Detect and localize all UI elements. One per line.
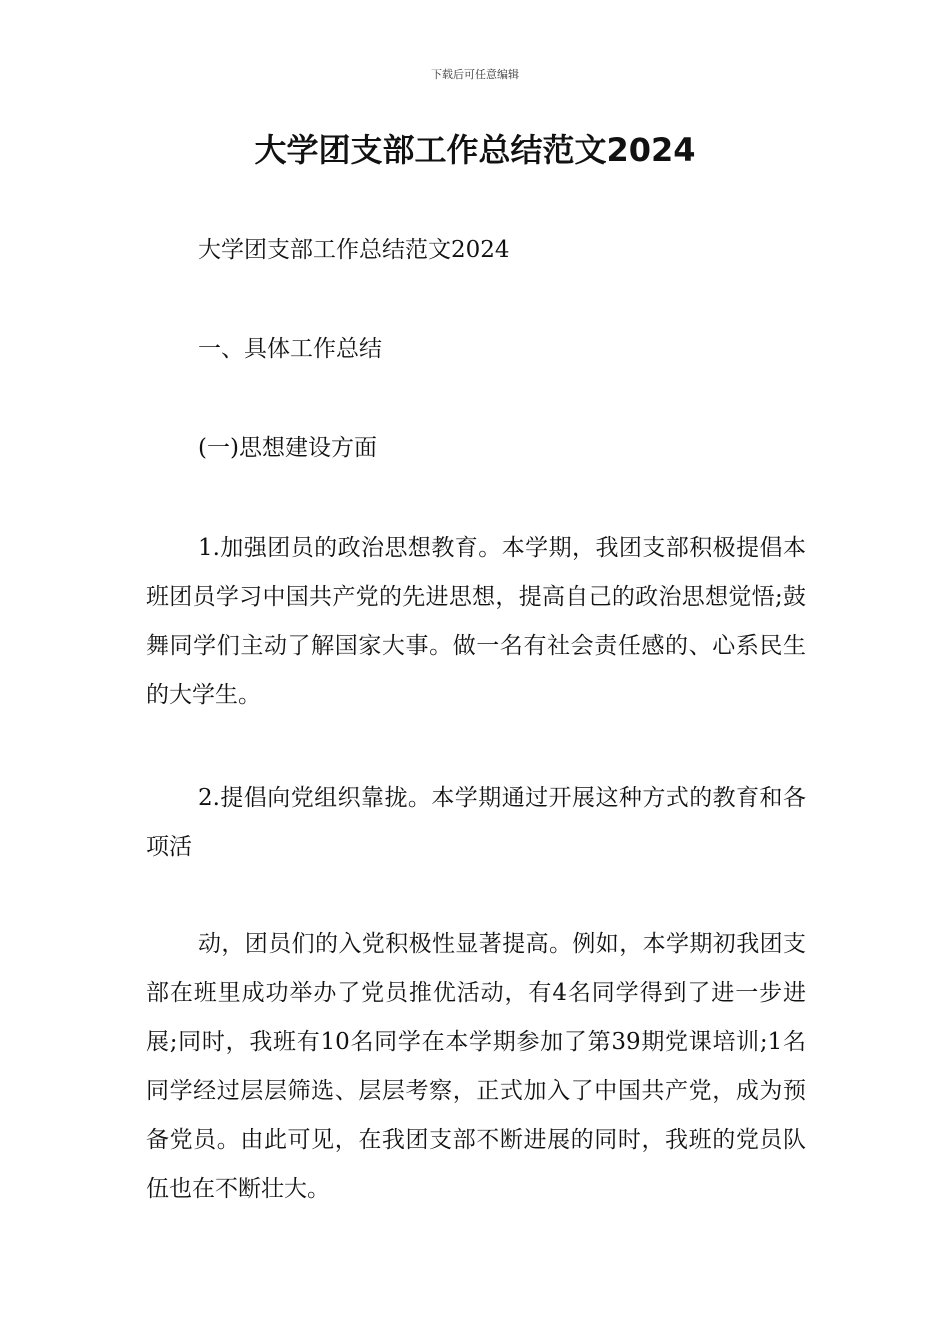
header-note: 下载后可任意编辑 xyxy=(431,68,519,81)
paragraph-2: 2.提倡向党组织靠拢。本学期通过开展这种方式的教育和各项活 xyxy=(146,785,806,860)
paragraph-3: 动，团员们的入党积极性显著提高。例如，本学期初我团支部在班里成功举办了党员推优活动，有4名同学得到了进一步进展;同时，我班有10名同学在本学期参加了第39期党课培训;1名同学经过层层筛选、层层考察，正式加入了中国共产党，成为预备党员。由此可见，在我团支部不断进展的同时，我班的党员队伍也在不断壮大。 xyxy=(146,931,806,1202)
document-title: 大学团支部工作总结范文2024 xyxy=(254,131,696,169)
subsection-heading: (一)思想建设方面 xyxy=(198,435,377,461)
subtitle-paragraph: 大学团支部工作总结范文2024 xyxy=(198,237,510,263)
section-heading: 一、具体工作总结 xyxy=(198,336,382,362)
paragraph-1: 1.加强团员的政治思想教育。本学期，我团支部积极提倡本班团员学习中国共产党的先进思想，提高自己的政治思想觉悟;鼓舞同学们主动了解国家大事。做一名有社会责任感的、心系民生的大学生。 xyxy=(146,535,806,708)
